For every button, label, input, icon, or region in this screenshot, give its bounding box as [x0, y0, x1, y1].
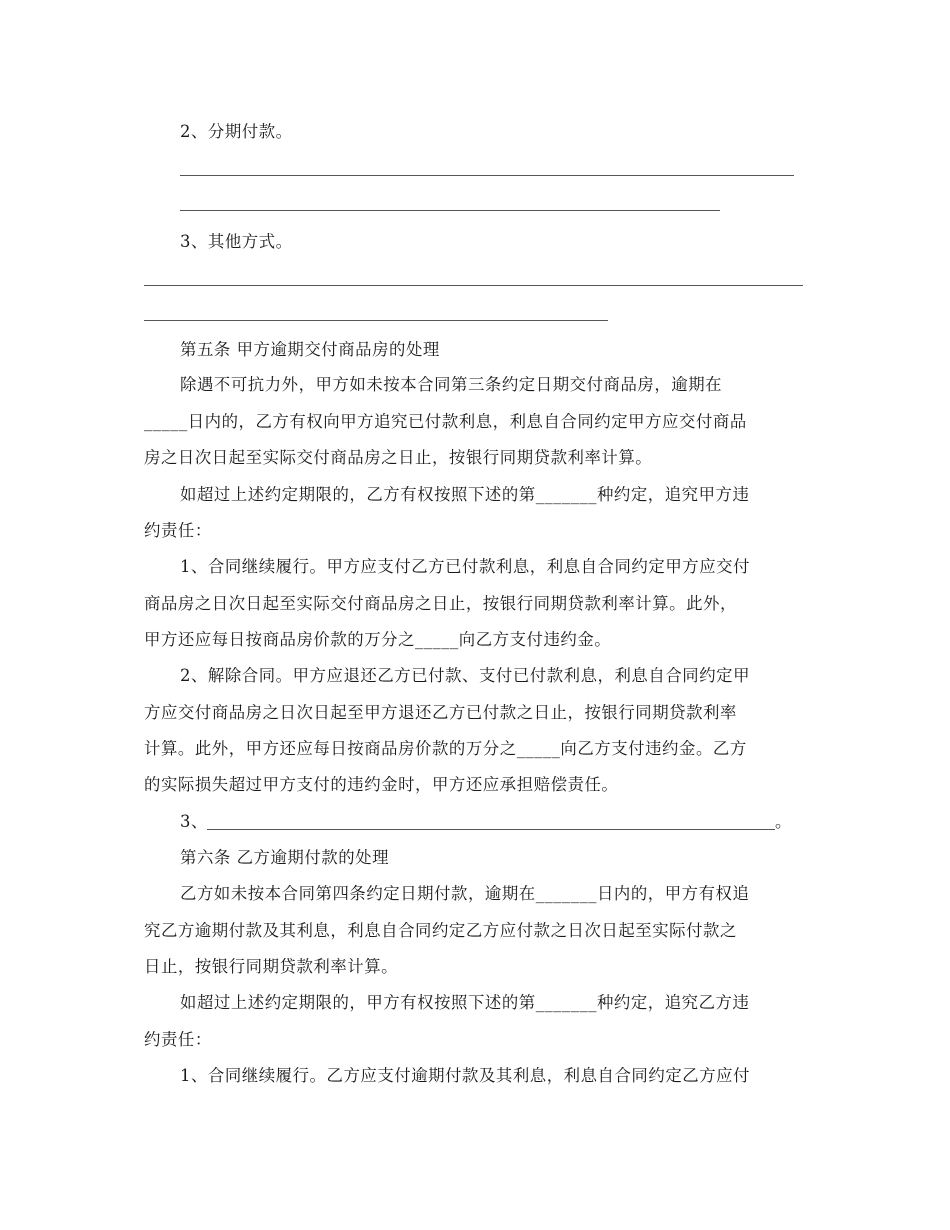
text-line: 乙方如未按本合同第四条约定日期付款，逾期在_______日内的，甲方有权追 [180, 884, 750, 903]
text-line: _____日内的，乙方有权向甲方追究已付款利息，利息自合同约定甲方应交付商品 [144, 412, 747, 431]
text-line: 1、合同继续履行。甲方应支付乙方已付款利息，利息自合同约定甲方应交付 [180, 557, 751, 576]
text-line: 2、分期付款。 [180, 122, 293, 141]
blank-fill-line [144, 320, 608, 321]
text-line: 3、 [180, 812, 208, 831]
section-heading: 第六条 乙方逾期付款的处理 [180, 848, 390, 867]
text-line: 甲方还应每日按商品房价款的万分之_____向乙方支付违约金。 [144, 630, 612, 649]
text-line: 究乙方逾期付款及其利息，利息自合同约定乙方应付款之日次日起至实际付款之 [144, 921, 737, 940]
text-line: 房之日次日起至实际交付商品房之日止，按银行同期贷款利率计算。 [144, 448, 653, 467]
blank-fill-line [180, 210, 720, 211]
text-line: 2、解除合同。甲方应退还乙方已付款、支付已付款利息，利息自合同约定甲 [180, 666, 751, 685]
blank-fill-line [144, 285, 803, 286]
text-line: 1、合同继续履行。乙方应支付逾期付款及其利息，利息自合同约定乙方应付 [180, 1066, 751, 1085]
text-line: 日止，按银行同期贷款利率计算。 [144, 957, 399, 976]
text-line: 如超过上述约定期限的，甲方有权按照下述的第_______种约定，追究乙方违 [180, 993, 750, 1012]
text-line: 3、其他方式。 [180, 232, 293, 251]
text-line: 方应交付商品房之日次日起至甲方退还乙方已付款之日止，按银行同期贷款利率 [144, 703, 737, 722]
text-line: 商品房之日次日起至实际交付商品房之日止，按银行同期贷款利率计算。此外， [144, 594, 737, 613]
text-line: 除遇不可抗力外，甲方如未按本合同第三条约定日期交付商品房，逾期在 [180, 375, 723, 394]
text-line: 的实际损失超过甲方支付的违约金时，甲方还应承担赔偿责任。 [144, 775, 619, 794]
section-heading: 第五条 甲方逾期交付商品房的处理 [180, 340, 440, 359]
text-line: 计算。此外，甲方还应每日按商品房价款的万分之_____向乙方支付违约金。乙方 [144, 739, 747, 758]
text-line: 如超过上述约定期限的，乙方有权按照下述的第_______种约定，追究甲方违 [180, 485, 750, 504]
text-line: 约责任： [144, 1030, 212, 1049]
blank-fill-line [207, 829, 775, 830]
blank-fill-line [180, 175, 794, 176]
text-line-end: 。 [775, 812, 792, 831]
text-line: 约责任： [144, 521, 212, 540]
